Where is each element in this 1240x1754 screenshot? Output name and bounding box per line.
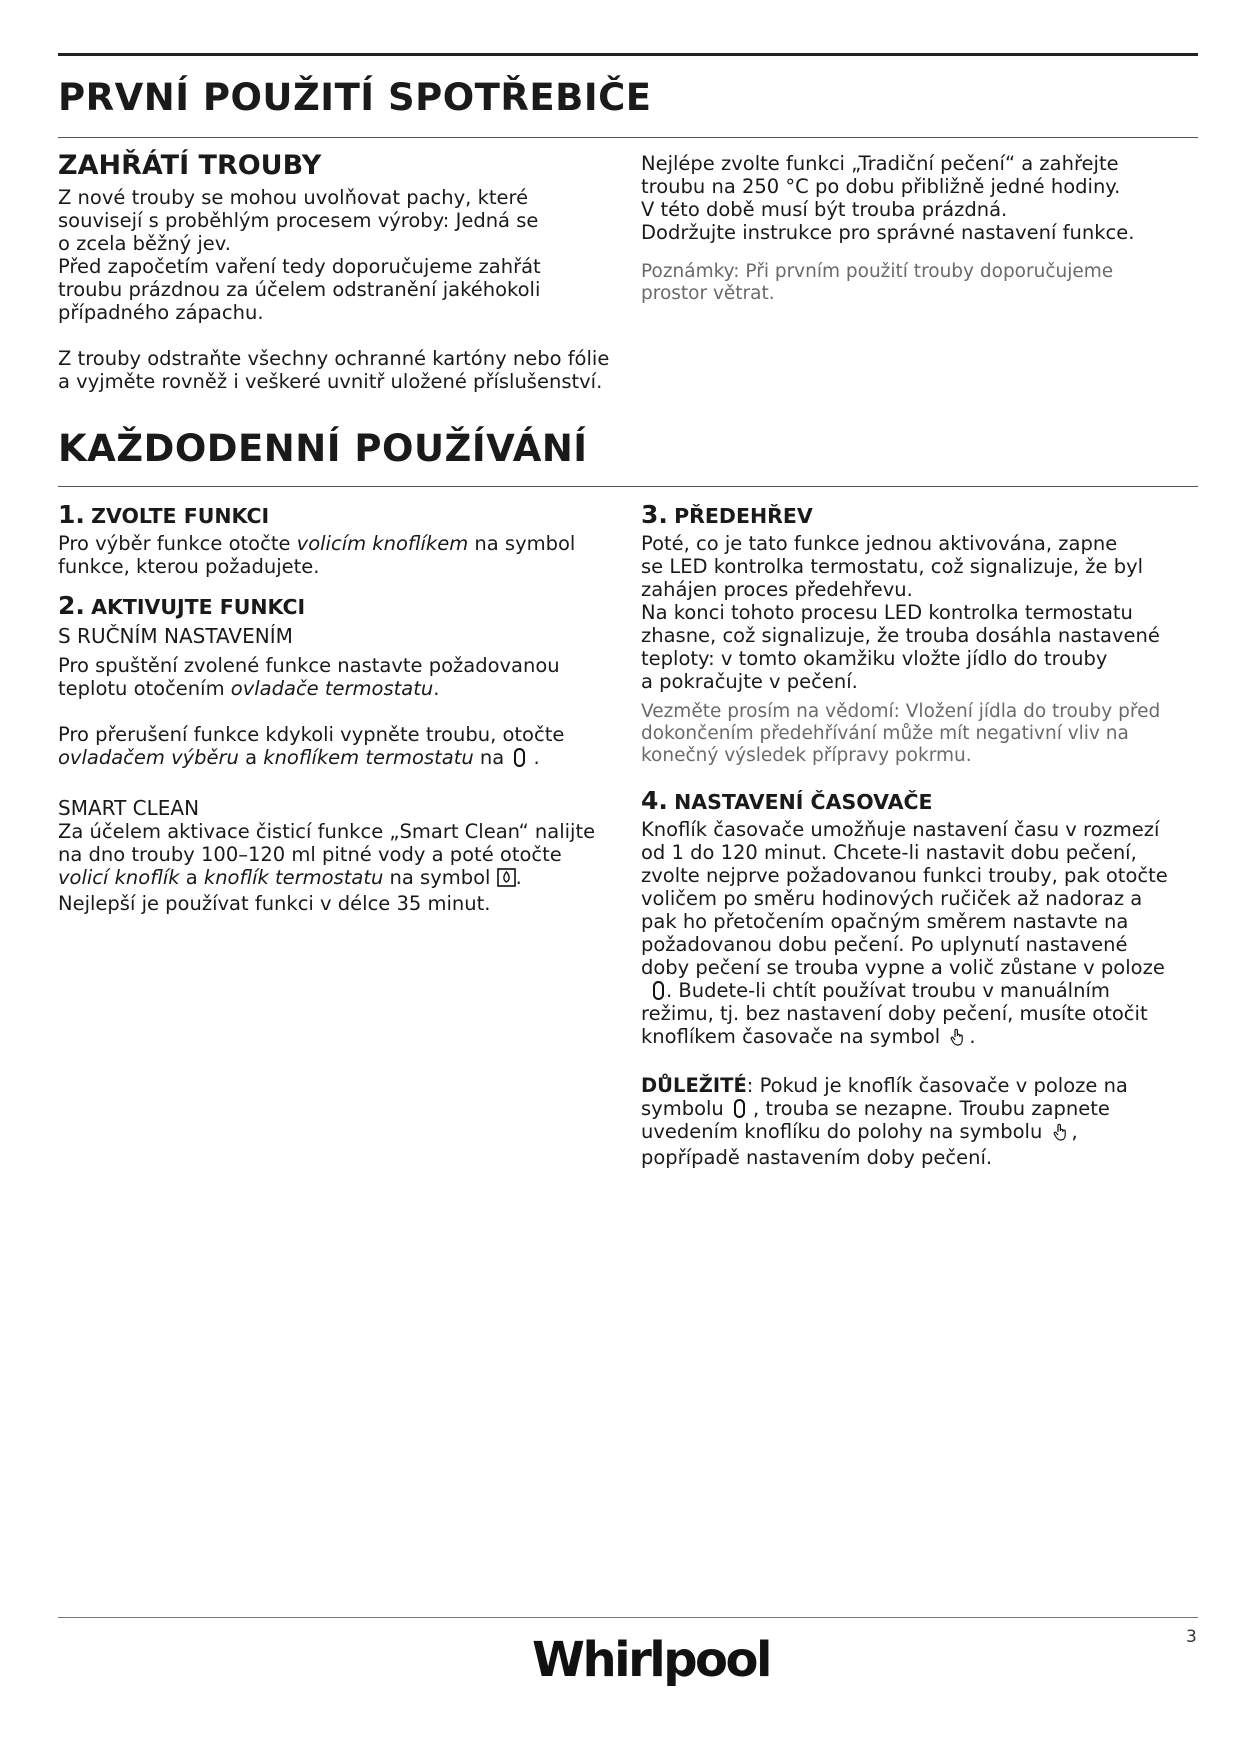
- text-line: doby pečení se trouba vypne a volič zůstane v poloze: [641, 956, 1165, 979]
- text-line: Poté, co je tato funkce jednou aktivována, zapne: [641, 532, 1118, 555]
- section-title-daily-use: KAŽDODENNÍ POUŽÍVÁNÍ: [58, 427, 588, 470]
- note-line: konečný výsledek přípravy pokrmu.: [641, 745, 972, 766]
- smart-clean-icon: [497, 868, 516, 892]
- text-line: voličem po směru hodinových ručiček až nadoraz a: [641, 887, 1143, 910]
- text-line: na dno trouby 100–120 ml pitné vody a poté otočte: [58, 843, 562, 866]
- text-line: Pro spuštění zvolené funkce nastavte požadovanou: [58, 654, 560, 677]
- text-line: zvolte nejprve požadovanou funkci trouby, pak otočte: [641, 864, 1168, 887]
- text-line: se LED kontrolka termostatu, což signalizuje, že byl: [641, 555, 1144, 578]
- emphasis: knoflíkem termostatu: [263, 746, 474, 769]
- step-subtitle: S RUČNÍM NASTAVENÍM: [58, 624, 293, 648]
- subtitle-preheat-oven: ZAHŘÁTÍ TROUBY: [58, 150, 322, 181]
- text-line: V této době musí být trouba prázdná.: [641, 198, 1008, 221]
- note-line: prostor větrat.: [641, 283, 775, 304]
- text-line: a vyjměte rovněž i veškeré uvnitř uložené příslušenství.: [58, 370, 603, 393]
- text-line: a pokračujte v pečení.: [641, 670, 858, 693]
- emphasis: knoflík termostatu: [203, 866, 384, 889]
- emphasis: ovladačem výběru: [58, 746, 239, 769]
- text-span: .: [533, 746, 540, 769]
- text-span: .: [515, 866, 522, 889]
- step-number: 3.: [641, 500, 668, 529]
- section-rule-1: [58, 137, 1198, 138]
- page-number: 3: [1186, 1627, 1197, 1647]
- text-span: knoflíkem časovače na symbol: [641, 1025, 947, 1048]
- text-line: funkce, kterou požadujete.: [58, 555, 320, 578]
- text-line: zahájen proces předehřevu.: [641, 578, 913, 601]
- text-span: a: [179, 866, 204, 889]
- text-line: Z trouby odstraňte všechny ochranné kartóny nebo fólie: [58, 347, 610, 370]
- text-span: na: [473, 746, 511, 769]
- top-rule: [58, 53, 1198, 56]
- text-span: , trouba se nezapne. Troubu zapnete: [752, 1097, 1110, 1120]
- text-span: .: [433, 677, 440, 700]
- step-number: 1.: [58, 500, 85, 529]
- text-line: Nejlépe zvolte funkci „Tradiční pečení“ a zahřejte: [641, 152, 1119, 175]
- manual-hand-icon: [1053, 1123, 1068, 1146]
- step-number: 2.: [58, 591, 85, 620]
- text-span: .: [969, 1025, 976, 1048]
- text-line: od 1 do 120 minut. Chcete-li nastavit dobu pečení,: [641, 841, 1137, 864]
- text-line: Na konci tohoto procesu LED kontrolka termostatu: [641, 601, 1133, 624]
- whirlpool-logo: Whirlpool: [532, 1632, 770, 1688]
- text-line: souvisejí s proběhlým procesem výroby: Jedná se: [58, 209, 539, 232]
- text-line: Před započetím vaření tedy doporučujeme zahřát: [58, 255, 541, 278]
- zero-position-icon: [653, 981, 664, 1000]
- step-number: 4.: [641, 786, 668, 815]
- text-span: symbolu: [641, 1097, 730, 1120]
- text-line: troubu prázdnou za účelem odstranění jakéhokoli: [58, 278, 541, 301]
- text-span: uvedením knoflíku do polohy na symbolu: [641, 1120, 1049, 1143]
- text-line: pak ho přetočením opačným směrem nastavte na: [641, 910, 1129, 933]
- text-line: popřípadě nastavením doby pečení.: [641, 1146, 993, 1169]
- emphasis: ovladače termostatu: [230, 677, 434, 700]
- emphasis: volicí knoflík: [58, 866, 180, 889]
- footer-rule: [58, 1617, 1198, 1618]
- text-line: Pro přerušení funkce kdykoli vypněte troubu, otočte: [58, 723, 565, 746]
- important-label: DŮLEŽITÉ: [641, 1074, 747, 1097]
- text-line: Za účelem aktivace čisticí funkce „Smart Clean“ nalijte: [58, 820, 596, 843]
- note-line: dokončením předehřívání může mít negativní vliv na: [641, 723, 1129, 744]
- text-line: Knoflík časovače umožňuje nastavení času v rozmezí: [641, 818, 1160, 841]
- emphasis: volicím knoflíkem: [296, 532, 469, 555]
- text-span: Pro výběr funkce otočte: [58, 532, 297, 555]
- text-span: ,: [1071, 1120, 1078, 1143]
- text-span: a: [238, 746, 264, 769]
- first-use-right-text: [641, 152, 1201, 305]
- note-line: Poznámky: Při prvním použití trouby doporučujeme: [641, 261, 1114, 282]
- step-title: NASTAVENÍ ČASOVAČE: [674, 790, 933, 814]
- section-title-first-use: PRVNÍ POUŽITÍ SPOTŘEBIČE: [58, 76, 652, 119]
- step-title: ZVOLTE FUNKCI: [91, 504, 270, 528]
- text-line: Nejlepší je používat funkci v délce 35 minut.: [58, 892, 491, 915]
- text-line: režimu, tj. bez nastavení doby pečení, musíte otočit: [641, 1002, 1148, 1025]
- daily-use-right-column: [641, 500, 1211, 1169]
- text-line: Z nové trouby se mohou uvolňovat pachy, které: [58, 186, 529, 209]
- text-line: o zcela běžný jev.: [58, 232, 231, 255]
- text-line: troubu na 250 °C po dobu přibližně jedné hodiny.: [641, 175, 1121, 198]
- text-line: požadovanou dobu pečení. Po uplynutí nastavené: [641, 933, 1128, 956]
- note-line: Vezměte prosím na vědomí: Vložení jídla do trouby před: [641, 701, 1161, 722]
- text-line: případného zápachu.: [58, 301, 264, 324]
- text-span: teplotu otočením: [58, 677, 231, 700]
- zero-position-icon: [734, 1099, 745, 1118]
- section-rule-2: [58, 486, 1198, 487]
- manual-hand-icon: [950, 1028, 965, 1051]
- text-span: na symbol: [383, 866, 497, 889]
- daily-use-left-column: [58, 500, 628, 915]
- text-span: na symbol: [468, 532, 576, 555]
- zero-position-icon: [514, 748, 525, 767]
- text-line: Dodržujte instrukce pro správné nastavení funkce.: [641, 221, 1135, 244]
- text-line: teploty: v tomto okamžiku vložte jídlo do trouby: [641, 647, 1108, 670]
- step-title: PŘEDEHŘEV: [674, 504, 813, 528]
- text-line: zhasne, což signalizuje, že trouba dosáhla nastavené: [641, 624, 1160, 647]
- text-span: . Budete-li chtít používat troubu v manuálním: [666, 979, 1110, 1002]
- text-span: : Pokud je knoflík časovače v poloze na: [746, 1074, 1128, 1097]
- first-use-left-text: [58, 186, 618, 393]
- smart-clean-title: SMART CLEAN: [58, 796, 200, 820]
- step-title: AKTIVUJTE FUNKCI: [91, 595, 306, 619]
